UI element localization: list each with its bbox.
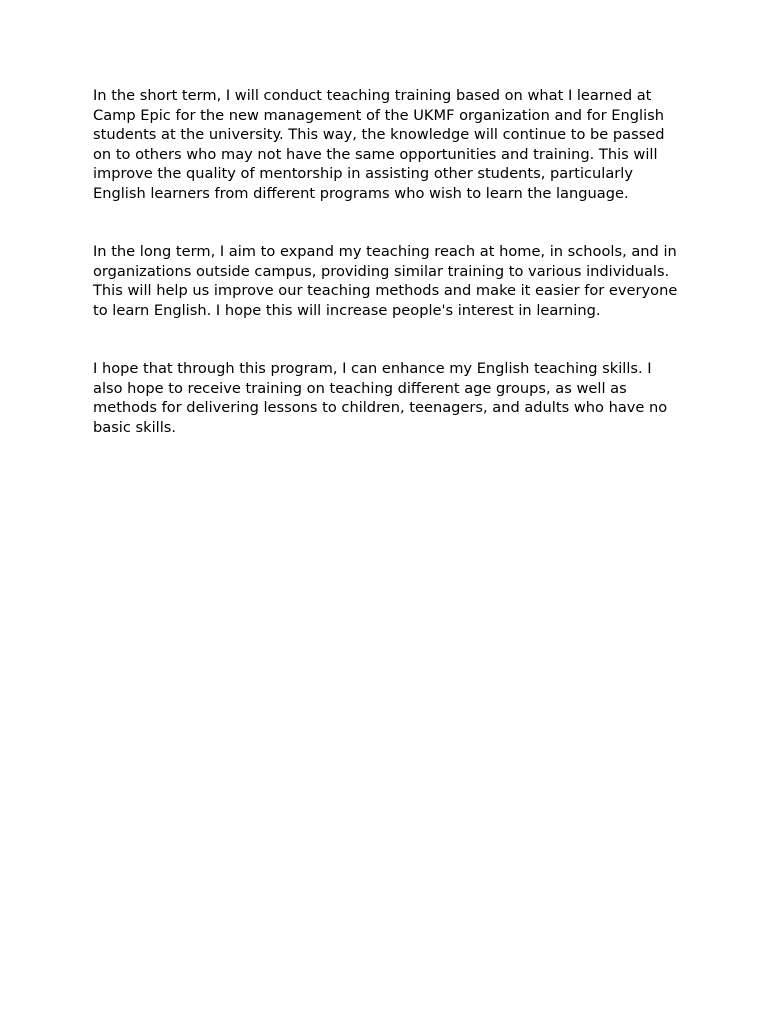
paragraph-short-term: In the short term, I will conduct teaching training based on what I learned at Camp Epic for the new management of the UKMF organization and for English students at the university. This way, the knowledge will continue to be passed on to others who may not have the same opportunities and training. This will improve the quality of mentorship in assisting other students, particularly English learners from different programs who wish to learn the language. <box>93 87 665 202</box>
paragraph-long-term: In the long term, I aim to expand my teaching reach at home, in schools, and in organizations outside campus, providing similar training to various individuals. This will help us improve our teaching methods and make it easier for everyone to learn English. I hope this will increase people's interest in learning. <box>93 243 678 319</box>
paragraph-program-hopes: I hope that through this program, I can enhance my English teaching skills. I also hope to receive training on teaching different age groups, as well as methods for delivering lessons to children, teenagers, and adults who have no basic skills. <box>93 360 668 436</box>
document-body <box>93 86 683 437</box>
